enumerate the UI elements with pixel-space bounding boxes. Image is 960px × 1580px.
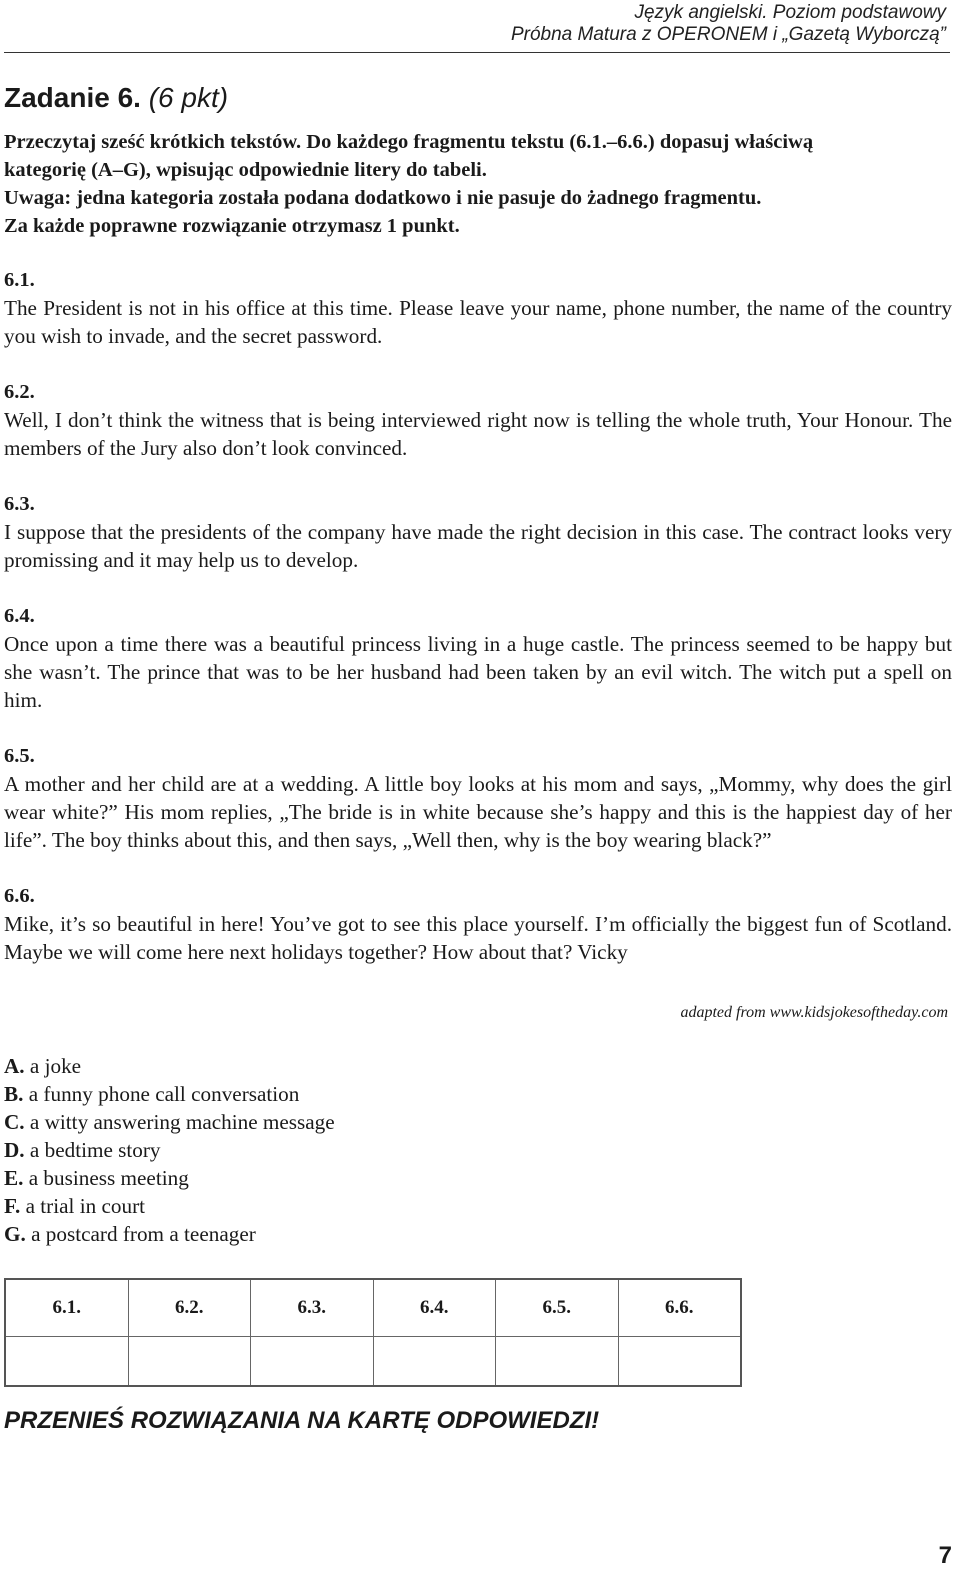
category-item-d [4,1136,335,1164]
fragment-6-2 [4,378,952,462]
fragment-6-4 [4,602,952,714]
category-letter: G. [4,1222,26,1246]
fragment-number: 6.4. [4,605,35,627]
category-letter: A. [4,1054,25,1078]
task-number: Zadanie 6. [4,82,141,113]
answer-table [4,1278,742,1387]
header-divider [4,52,950,53]
category-item-a [4,1052,335,1080]
answer-header-cell: 6.6. [618,1279,741,1337]
answer-cell-6-3[interactable] [251,1337,374,1387]
fragment-text: The President is not in his office at this time. Please leave your name, phone number, the name of the country you wish to invade, and the secret password. [4,296,952,348]
category-label: a funny phone call conversation [28,1082,300,1106]
category-label: a trial in court [25,1194,146,1218]
instruction-line: Przeczytaj sześć krótkich tekstów. Do każdego fragmentu tekstu (6.1.–6.6.) dopasuj właściwą [4,131,814,153]
answer-cell-6-5[interactable] [496,1337,619,1387]
category-item-c [4,1108,335,1136]
category-label: a postcard from a teenager [31,1222,256,1246]
text-fragments [4,266,952,994]
fragment-text: Once upon a time there was a beautiful princess living in a huge castle. The princess seemed to be happy but she wasn’t. The prince that was to be her husband had been taken by an evil witch. The witch put a spell on him. [4,632,952,712]
fragment-number: 6.1. [4,269,35,291]
fragment-6-3 [4,490,952,574]
task-points: (6 pkt) [148,82,229,113]
answer-header-cell: 6.1. [5,1279,128,1337]
fragment-text: I suppose that the presidents of the company have made the right decision in this case. The contract looks very promissing and it may help us to develop. [4,520,952,572]
page-number: 7 [938,1542,952,1569]
category-label: a witty answering machine message [29,1110,335,1134]
answer-header-cell: 6.2. [128,1279,251,1337]
instruction-line: Uwaga: jedna kategoria została podana dodatkowo i nie pasuje do żadnego fragmentu. [4,187,762,209]
fragment-6-5 [4,742,952,854]
fragment-number: 6.5. [4,745,35,767]
answer-table-input-row [5,1337,741,1387]
instruction-line: Za każde poprawne rozwiązanie otrzymasz 1 punkt. [4,215,460,237]
fragment-number: 6.3. [4,493,35,515]
category-label: a business meeting [28,1166,189,1190]
answer-table-header-row [5,1279,741,1337]
answer-cell-6-2[interactable] [128,1337,251,1387]
source-attribution: adapted from www.kidsjokesoftheday.com [680,1004,948,1021]
category-letter: E. [4,1166,24,1190]
header-exam-name: Próbna Matura z OPERONEM i „Gazetą Wyborczą” [510,24,946,45]
category-letter: B. [4,1082,24,1106]
task-instructions [4,128,954,240]
fragment-text: A mother and her child are at a wedding. A little boy looks at his mom and says, „Mommy, why does the girl wear white?” His mom replies, „The bride is in white because she’s happy and this is the happiest day of her life”. The boy thinks about this, and then says, „Well then, why is the boy wearing black?” [4,772,952,852]
fragment-6-6 [4,882,952,966]
category-label: a joke [29,1054,82,1078]
fragment-text: Well, I don’t think the witness that is being interviewed right now is telling the whole truth, Your Honour. The members of the Jury also don’t look convinced. [4,408,952,460]
answer-cell-6-1[interactable] [5,1337,128,1387]
transfer-answers-note: PRZENIEŚ ROZWIĄZANIA NA KARTĘ ODPOWIEDZI! [4,1407,600,1434]
fragment-number: 6.2. [4,381,35,403]
task-title [4,82,228,114]
header-subject: Język angielski. Poziom podstawowy [634,2,946,23]
answer-cell-6-6[interactable] [618,1337,741,1387]
answer-cell-6-4[interactable] [373,1337,496,1387]
category-letter: F. [4,1194,21,1218]
answer-header-cell: 6.3. [251,1279,374,1337]
category-item-g [4,1220,335,1248]
answer-header-cell: 6.4. [373,1279,496,1337]
category-item-e [4,1164,335,1192]
fragment-6-1 [4,266,952,350]
category-label: a bedtime story [29,1138,161,1162]
fragment-text: Mike, it’s so beautiful in here! You’ve got to see this place yourself. I’m officially the biggest fun of Scotland. Maybe we will come here next holidays together? How about that? Vicky [4,912,952,964]
category-letter: D. [4,1138,25,1162]
answer-header-cell: 6.5. [496,1279,619,1337]
category-letter: C. [4,1110,25,1134]
instruction-line: kategorię (A–G), wpisując odpowiednie litery do tabeli. [4,159,487,181]
category-list [4,1052,335,1248]
fragment-number: 6.6. [4,885,35,907]
page-header [511,2,946,46]
category-item-b [4,1080,335,1108]
category-item-f [4,1192,335,1220]
